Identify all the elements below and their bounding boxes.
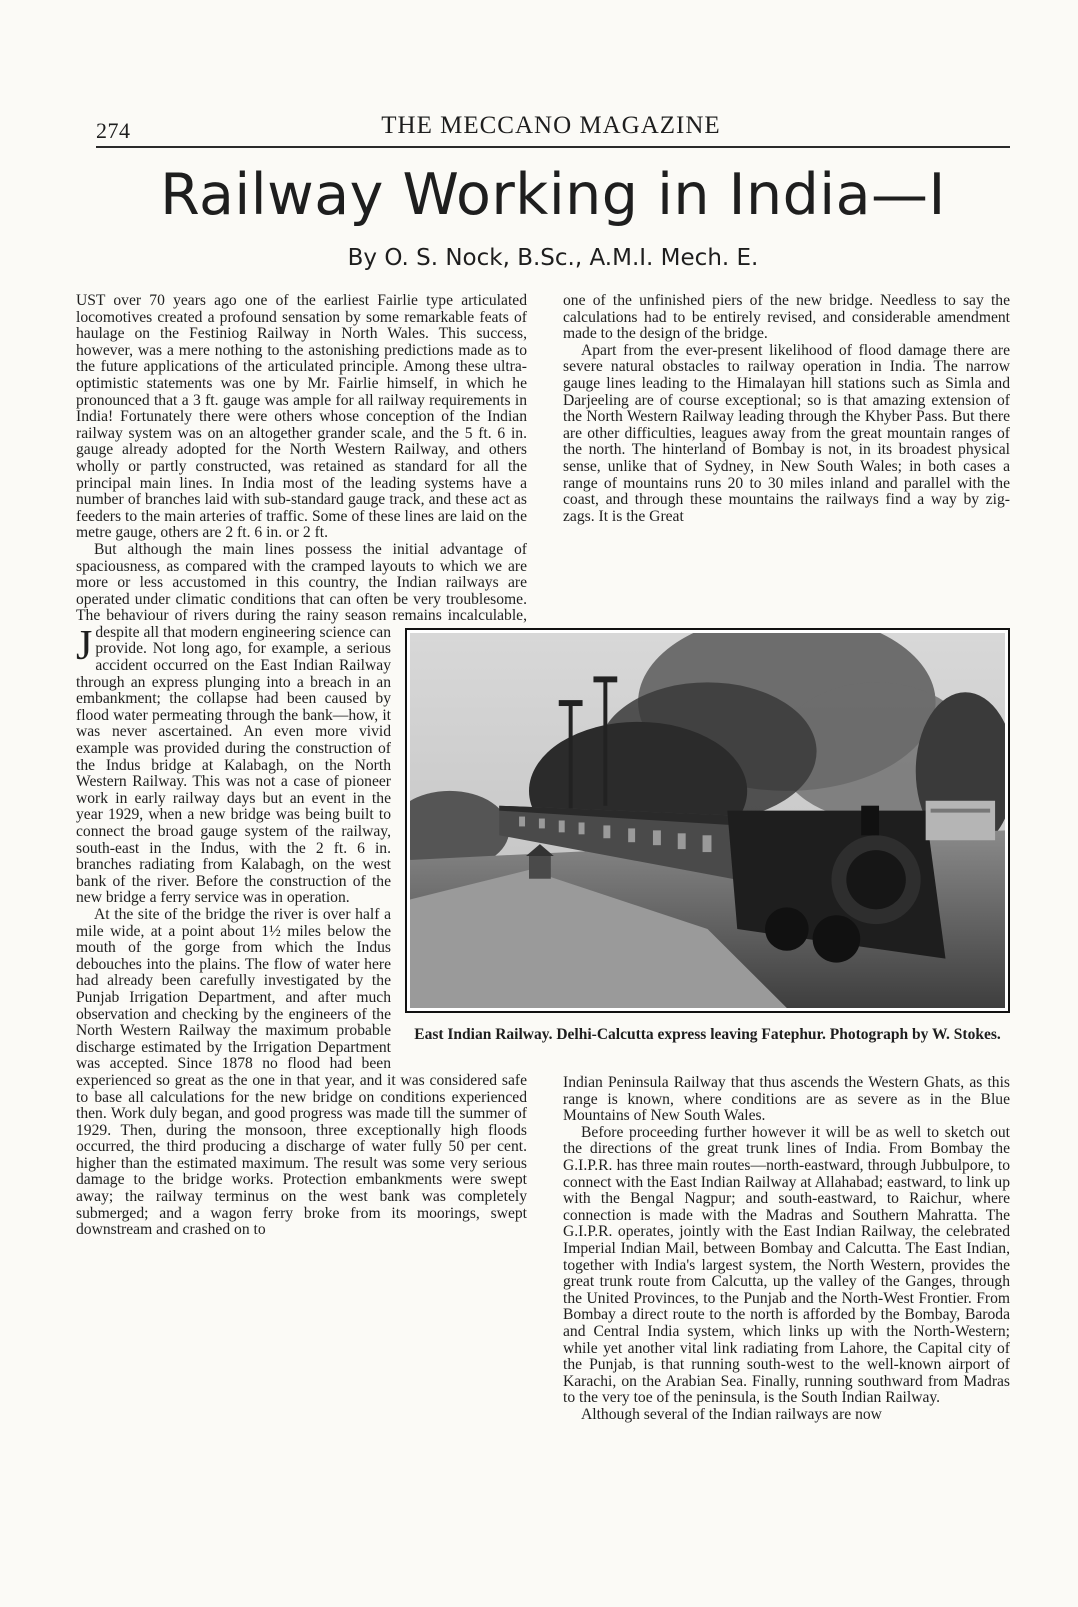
paragraph: Indian Peninsula Railway that thus ascends the Western Ghats, as this range is known, where conditions are as severe as in the Blue Mountains of New South Wales.	[563, 1074, 1010, 1125]
paragraph: At the site of the bridge the river is over half a mile wide, at a point about 1½ miles below the mouth of the gorge from which the Indus debouches into the plains. The flow of water here had already been carefully investigated by the Punjab Irrigation Department, and after much observation and checking by the engineers of the North Western Railway the maximum probable discharge estimated by the Irrigation Department was accepted. Since 1878 no flood had been experienced so great as the one in that year, and it was considered safe to base all calculations for the new bridge on conditions experienced then. Work duly began, and good progress was made till the summer of 1929. Then, during the monsoon, three exceptionally high floods occurred, the third producing a discharge of water fully 50 per cent. higher than the estimated maximum. The result was some very serious damage to the bridge works. Protection embankments were swept away; the railway terminus on the west bank was completely submerged; and a wagon ferry broke from its moorings, swept downstream and crashed on to	[76, 905, 527, 1239]
paragraph	[76, 292, 527, 669]
paragraph: But although the main lines possess the initial advantage of spaciousness, as compared with the cramped layouts to which we are more or less accustomed in this country, the Indian railways are operated under climatic conditions that can often be very troublesome. The behaviour of rivers during the rainy season remains incalculable, despite all that modern engineering science can provide. Not long ago, for example, a serious accident occurred on the East Indian Railway through an express plunging into a breach in an embankment; the collapse had been caused by flood water permeating through the bank—how, it was never ascertained. An even more vivid example was provided during the construction of the Indus bridge at Kalabagh, on the North Western Railway. This was not a case of pioneer work in early railway days but an event in the year 1929, when a new bridge was being built to connect the broad gauge system of the railway, south-east in the Indus, with the 2 ft. 6 in. branches radiating from Kalabagh, on the west bank of the river. Before the construction of the new bridge a ferry service was in operation.	[76, 540, 527, 907]
paragraph: Although several of the Indian railways are now	[581, 1405, 882, 1423]
column-right-top	[563, 293, 1010, 525]
running-head: THE MECCANO MAGAZINE	[381, 112, 721, 139]
paragraph: one of the unfinished piers of the new bridge. Needless to say the calculations had to be entirely revised, and considerable amendment made to the design of the bridge.	[563, 292, 1010, 343]
paragraph-text: UST over 70 years ago one of the earliest Fairlie type articulated locomotives created a profound sensation by some remarkable feats of haulage on the Festiniog Railway in North Wales. This success, however, was a mere nothing to the astonishing predictions made as to the future applications of the articulated principle. Among these ultra-optimistic statements was one by Mr. Fairlie himself, in which he pronounced that a 3 ft. gauge was ample for all railway requirements in India! Fortunately there were others whose conception of the Indian railway system was on an altogether grander scale, and the 5 ft. 6 in. gauge already adopted for the North Western Railway, and others wholly or partly constructed, was retained as standard for all the principal main lines. In India most of the leading systems have a number of branches laid with sub-standard gauge track, and these act as feeders to the main arteries of traffic. Some of these lines are laid on the metre gauge, others are 2 ft. 6 in. or 2 ft.	[76, 292, 527, 542]
page-number: 274	[96, 118, 131, 143]
photograph	[405, 628, 1010, 1013]
paragraph: Apart from the ever-present likelihood of flood damage there are severe natural obstacles to railway operation in India. The narrow gauge lines leading to the Himalayan hill stations such as Simla and Darjeeling are of course exceptional; so is that amazing extension of the North Western Railway leading through the Khyber Pass. But there are other difficulties, leagues away from the great mountain ranges of the north. The hinterland of Bombay is not, in its broadest physical sense, unlike that of Sydney, in New South Wales; in both cases a range of mountains runs 20 to 30 miles inland and parallel with the coast, and through these mountains the railways find a way by zig-zags. It is the Great	[563, 341, 1010, 525]
byline: By O. S. Nock, B.Sc., A.M.I. Mech. E.	[347, 245, 759, 271]
photo-caption: East Indian Railway. Delhi-Calcutta express leaving Fatephur. Photograph by W. Stokes.	[414, 1026, 1001, 1043]
header-rule	[96, 146, 1010, 148]
column-right-bottom	[563, 1075, 1010, 1423]
paragraph: Before proceeding further however it will be as well to sketch out the directions of the great trunk lines of India. From Bombay the G.I.P.R. has three main routes—north-eastward, through Jubbulpore, to connect with the East Indian Railway at Allahabad; eastward, to link up with the Bengal Nagpur; and south-eastward, to Raichur, where connection is made with the Madras and Southern Mahratta. The G.I.P.R. operates, jointly with the East Indian Railway, the celebrated Imperial Indian Mail, between Bombay and Calcutta. The East Indian, together with India's largest system, the North Western, provides the great trunk route from Calcutta, up the valley of the Ganges, through the United Provinces, to the Punjab and the North-West Frontier. From Bombay a direct route to the north is afforded by the Bombay, Baroda and Central India system, which links up with the North-Western; while yet another vital link radiating from Lahore, the Capital city of the Punjab, is that running south-west to the well-known airport of Karachi, on the Arabian Sea. Finally, running southward from Madras to the very toe of the peninsula, is the South Indian Railway.	[563, 1123, 1010, 1407]
train-photo-image	[410, 633, 1005, 1008]
article-title: Railway Working in India—I	[160, 162, 946, 228]
drop-cap: J	[76, 623, 93, 669]
